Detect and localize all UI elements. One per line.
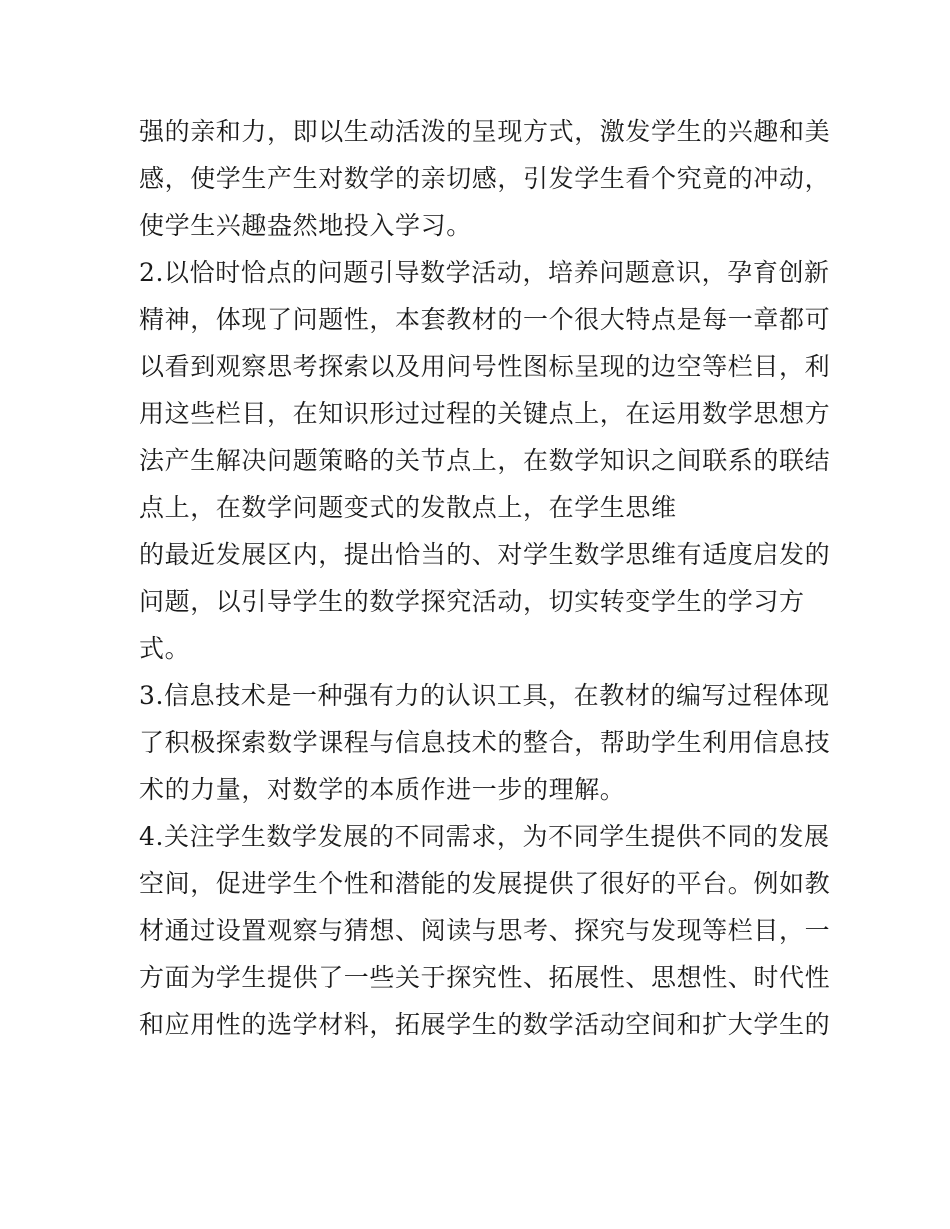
text-line: 的最近发展区内，提出恰当的、对学生数学思维有适度启发的 <box>139 540 831 569</box>
text-line: 方面为学生提供了一些关于探究性、拓展性、思想性、时代性 <box>139 963 831 992</box>
text-line: 强的亲和力，即以生动活泼的呈现方式，激发学生的兴趣和美 <box>139 117 831 146</box>
text-line: 点上，在数学问题变式的发散点上，在学生思维 <box>139 493 677 522</box>
text-line: 了积极探索数学课程与信息技术的整合，帮助学生利用信息技 <box>139 728 831 757</box>
text-line: 用这些栏目，在知识形过过程的关键点上，在运用数学思想方 <box>139 399 831 428</box>
text-line: 以看到观察思考探索以及用问号性图标呈现的边空等栏目，利 <box>139 352 831 381</box>
text-line: 法产生解决问题策略的关节点上，在数学知识之间联系的联结 <box>139 446 831 475</box>
text-line: 4.关注学生数学发展的不同需求，为不同学生提供不同的发展 <box>139 822 830 851</box>
text-line: 3.信息技术是一种强有力的认识工具，在教材的编写过程体现 <box>139 681 830 710</box>
text-line: 和应用性的选学材料，拓展学生的数学活动空间和扩大学生的 <box>139 1010 831 1039</box>
text-line: 问题，以引导学生的数学探究活动，切实转变学生的学习方 <box>139 587 805 616</box>
document-body <box>139 108 831 1048</box>
text-line: 空间，促进学生个性和潜能的发展提供了很好的平台。例如教 <box>139 869 831 898</box>
text-line: 材通过设置观察与猜想、阅读与思考、探究与发现等栏目，一 <box>139 916 831 945</box>
text-line: 使学生兴趣盎然地投入学习。 <box>139 211 472 240</box>
text-line: 式。 <box>139 634 191 663</box>
text-line: 2.以恰时恰点的问题引导数学活动，培养问题意识，孕育创新 <box>139 258 830 287</box>
text-line: 感，使学生产生对数学的亲切感，引发学生看个究竟的冲动， <box>139 164 831 193</box>
text-line: 精神，体现了问题性，本套教材的一个很大特点是每一章都可 <box>139 305 831 334</box>
text-line: 术的力量，对数学的本质作进一步的理解。 <box>139 775 626 804</box>
